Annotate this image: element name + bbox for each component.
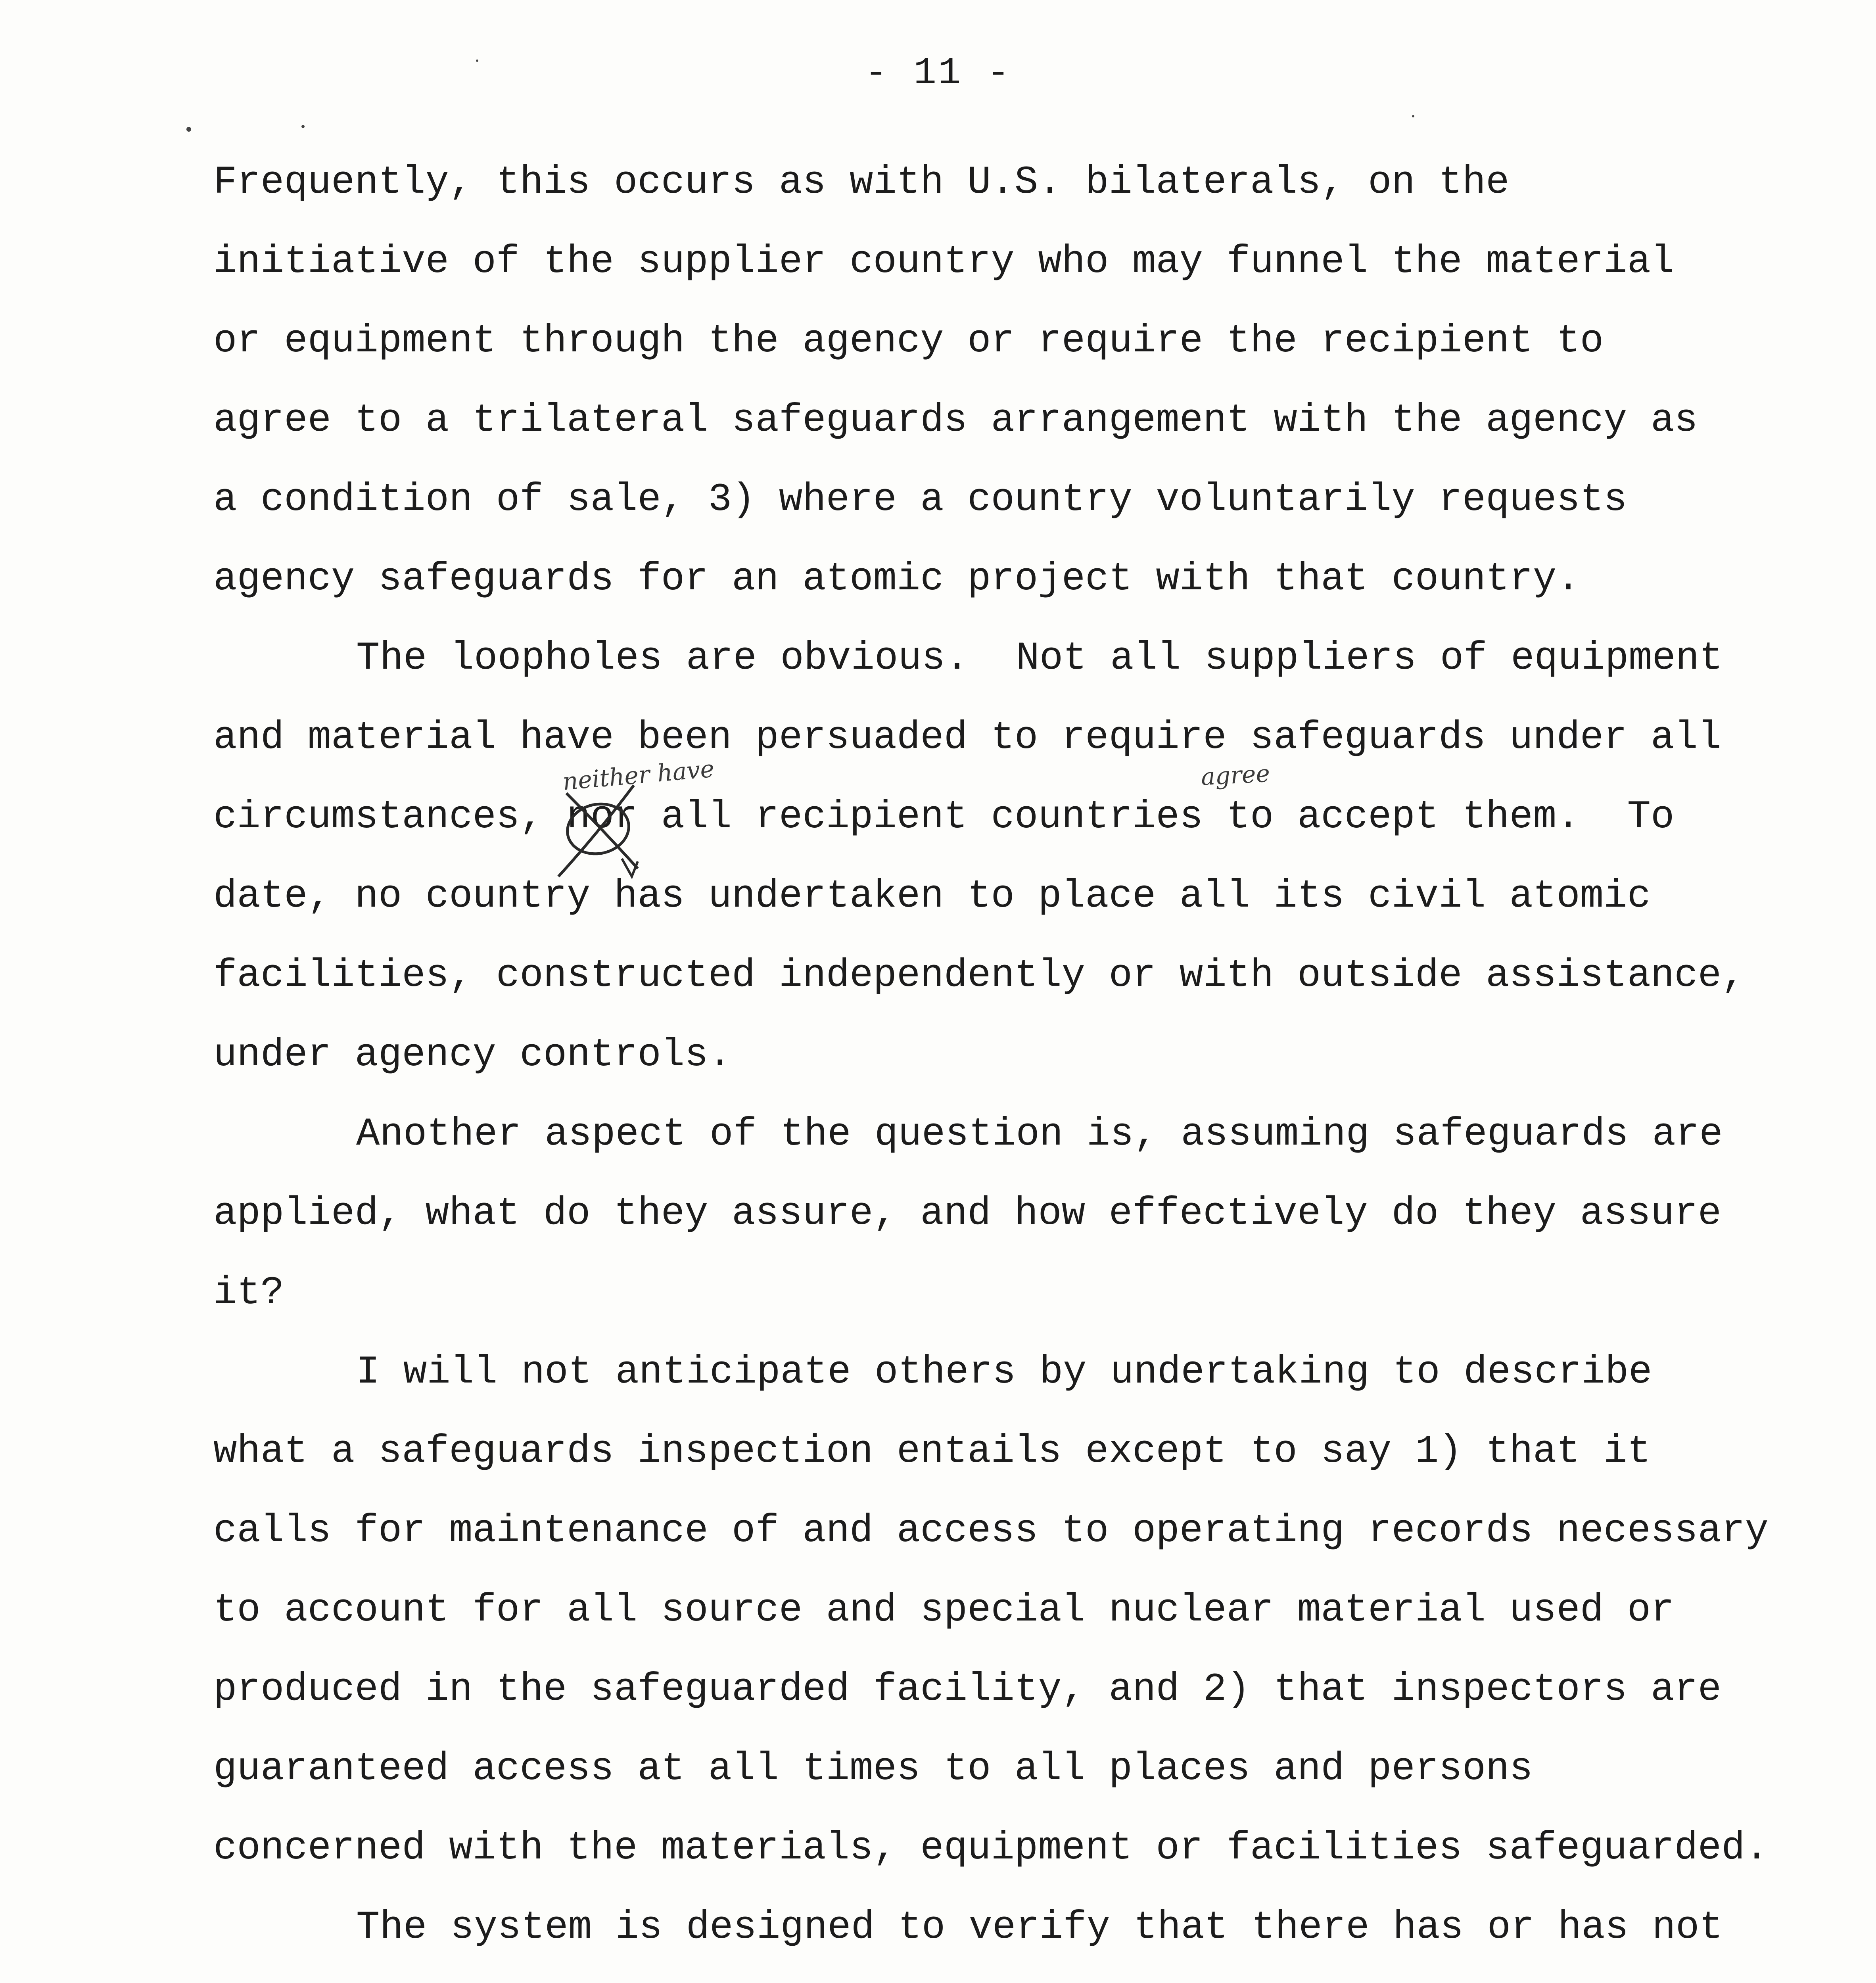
paragraph-first-line: The system is designed to verify that there has or has not xyxy=(356,1905,1723,1950)
handwritten-annotation: agree xyxy=(1200,759,1271,791)
text-line: and material have been persuaded to require safeguards under all xyxy=(213,715,1722,760)
struck-word-text: nor xyxy=(567,795,638,839)
paragraph-first-line: Another aspect of the question is, assuming safeguards are xyxy=(356,1112,1723,1156)
text-line: under agency controls. xyxy=(213,1033,732,1077)
text-line: facilities, constructed independently or with outside assistance, xyxy=(213,953,1745,998)
text-line: guaranteed access at all times to all places and persons xyxy=(213,1747,1533,1791)
scan-speck xyxy=(301,125,305,128)
text-segment: circumstances, xyxy=(213,795,567,839)
page-number: - 11 - xyxy=(865,52,1011,95)
text-segment: all recipient countries to accept them. To xyxy=(637,795,1675,839)
text-line: a condition of sale, 3) where a country voluntarily requests xyxy=(213,478,1627,522)
text-line: calls for maintenance of and access to operating records necessary xyxy=(213,1509,1769,1553)
text-line: it? xyxy=(213,1271,284,1315)
text-line: agency safeguards for an atomic project with that country. xyxy=(213,557,1580,601)
text-line-edited xyxy=(213,793,1674,841)
paragraph-first-line: I will not anticipate others by undertaking to describe xyxy=(356,1350,1652,1394)
text-line: concerned with the materials, equipment or facilities safeguarded. xyxy=(213,1826,1769,1870)
scan-speck xyxy=(476,59,478,62)
paragraph-first-line: The loopholes are obvious. Not all suppliers of equipment xyxy=(356,636,1723,681)
text-line: applied, what do they assure, and how effectively do they assure xyxy=(213,1191,1722,1236)
text-line: or equipment through the agency or require the recipient to xyxy=(213,319,1604,363)
text-line: Frequently, this occurs as with U.S. bilaterals, on the xyxy=(213,160,1510,205)
strike-out-mark xyxy=(543,769,646,888)
handwritten-annotation: neither have xyxy=(561,755,715,796)
text-line: date, no country has undertaken to place all its civil atomic xyxy=(213,874,1651,919)
text-line: agree to a trilateral safeguards arrangement with the agency as xyxy=(213,398,1698,443)
text-line: what a safeguards inspection entails except to say 1) that it xyxy=(213,1429,1651,1474)
scan-speck xyxy=(1412,115,1414,117)
text-line: to account for all source and special nuclear material used or xyxy=(213,1588,1675,1632)
text-line: produced in the safeguarded facility, and 2) that inspectors are xyxy=(213,1667,1722,1712)
text-line: initiative of the supplier country who may funnel the material xyxy=(213,240,1675,284)
scan-speck xyxy=(186,127,191,132)
